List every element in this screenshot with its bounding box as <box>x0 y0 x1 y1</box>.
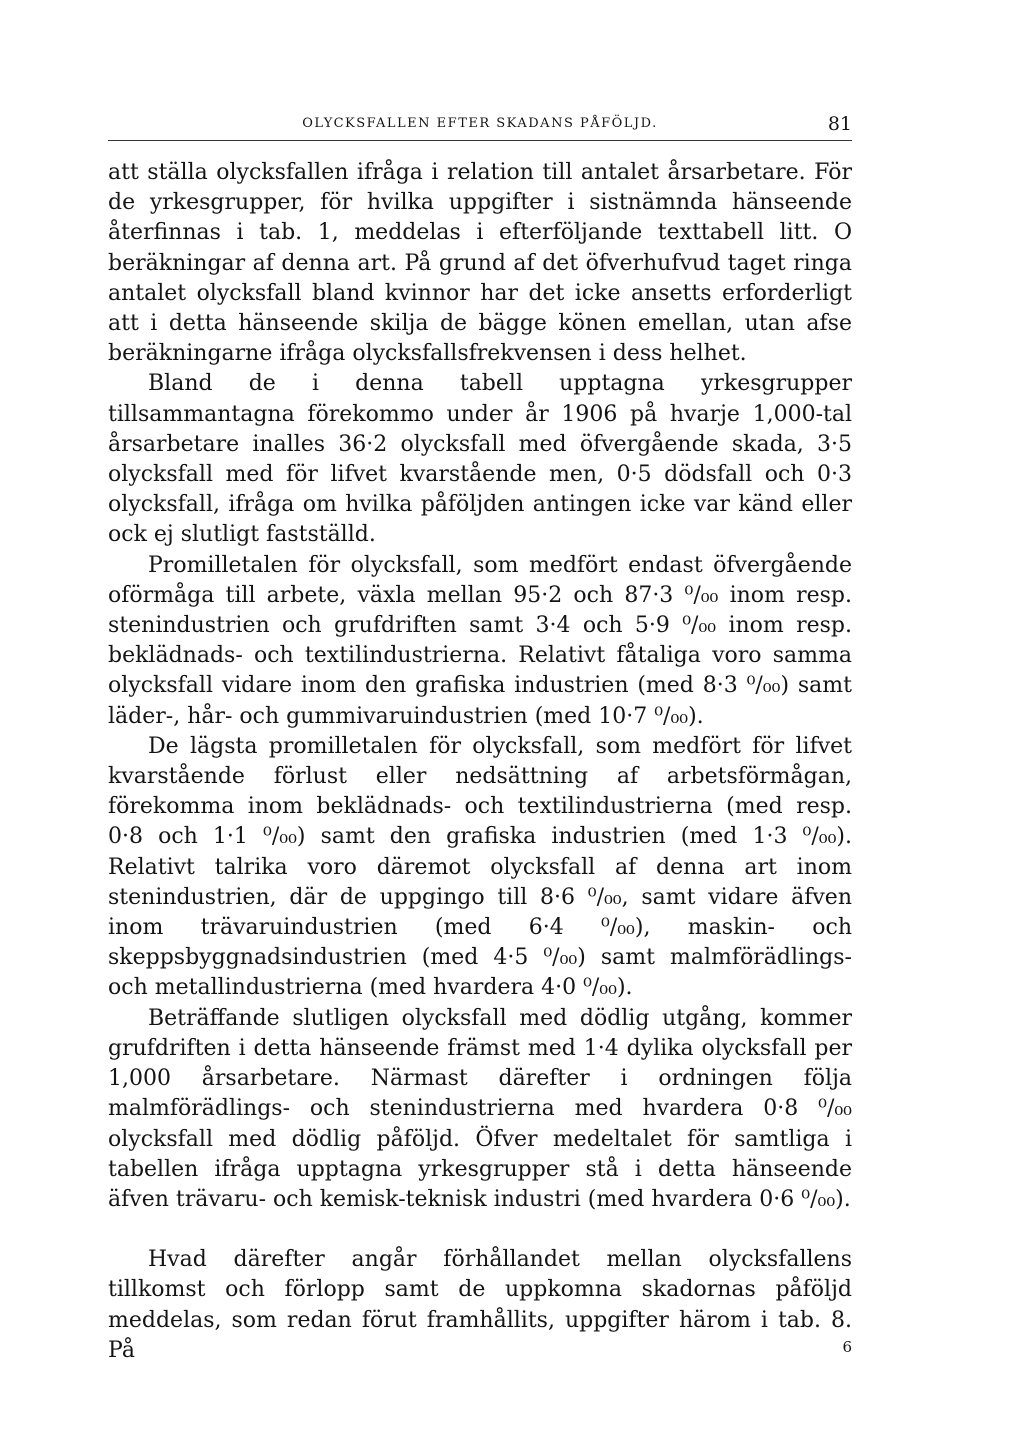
body-text <box>108 158 852 1366</box>
paragraph: Beträffande slutligen olycksfall med dödlig utgång, kommer grufdriften i detta hänseende främst med 1·4 dylika olycksfall per 1,000 årsarbetare. Närmast därefter i ordningen följa malmförädlings- och stenindustrierna med hvardera 0·8 ⁰/₀₀ olycksfall med dödlig påföljd. Öfver medeltalet för samtliga i tabellen ifråga upptagna yrkesgrupper stå i detta hänseende äfven trävaru- och kemisk-teknisk industri (med hvardera 0·6 ⁰/₀₀). <box>108 1005 852 1212</box>
paragraph: att ställa olycksfallen ifråga i relation till antalet årsarbetare. För de yrkesgrupper, för hvilka uppgifter i sistnämnda hänseende återfinnas i tab. 1, meddelas i efterföljande texttabell litt. O beräkningar af denna art. På grund af det öfverhufvud taget ringa antalet olycksfall bland kvinnor har det icke ansetts erforderligt att i detta hänseende skilja de bägge könen emellan, utan afse beräkningarne ifråga olycksfallsfrekvensen i dess helhet. <box>108 160 852 367</box>
signature-mark: 6 <box>842 1338 852 1356</box>
page-header <box>108 110 852 141</box>
running-head: OLYCKSFALLEN EFTER SKADANS PÅFÖLJD. <box>302 116 658 131</box>
paragraph: Bland de i denna tabell upptagna yrkesgrupper tillsammantagna förekommo under år 1906 på hvarje 1,000-tal årsarbetare inalles 36·2 olycksfall med öfvergående skada, 3·5 olycksfall med för lifvet kvarstående men, 0·5 dödsfall och 0·3 olycksfall, ifråga om hvilka påföljden antingen icke var känd eller ock ej slutligt fastställd. <box>108 371 852 548</box>
paragraph: Hvad därefter angår förhållandet mellan olycksfallens tillkomst och förlopp samt de uppkomna skadornas påföljd meddelas, som redan förut framhållits, uppgifter härom i tab. 8. På <box>108 1247 852 1363</box>
page-number: 81 <box>827 113 852 135</box>
paragraph: De lägsta promilletalen för olycksfall, som medfört för lifvet kvarstående förlust eller nedsättning af arbetsförmågan, förekomma inom beklädnads- och textilindustrierna (med resp. 0·8 och 1·1 ⁰/₀₀) samt den grafiska industrien (med 1·3 ⁰/₀₀). Relativt talrika voro däremot olycksfall af denna art inom stenindustrien, där de uppgingo till 8·6 ⁰/₀₀, samt vidare äfven inom trävaruindustrien (med 6·4 ⁰/₀₀), maskin- och skeppsbyggnadsindustrien (med 4·5 ⁰/₀₀) samt malmförädlings- och metallindustrierna (med hvardera 4·0 ⁰/₀₀). <box>108 733 852 1001</box>
paragraph: Promilletalen för olycksfall, som medfört endast öfvergående oförmåga till arbete, växla mellan 95·2 och 87·3 ⁰/₀₀ inom resp. stenindustrien och grufdriften samt 3·4 och 5·9 ⁰/₀₀ inom resp. beklädnads- och textilindustrierna. Relativt fåtaliga voro samma olycksfall vidare inom den grafiska industrien (med 8·3 ⁰/₀₀) samt läder-, hår- och gummivaruindustrien (med 10·7 ⁰/₀₀). <box>108 552 852 729</box>
